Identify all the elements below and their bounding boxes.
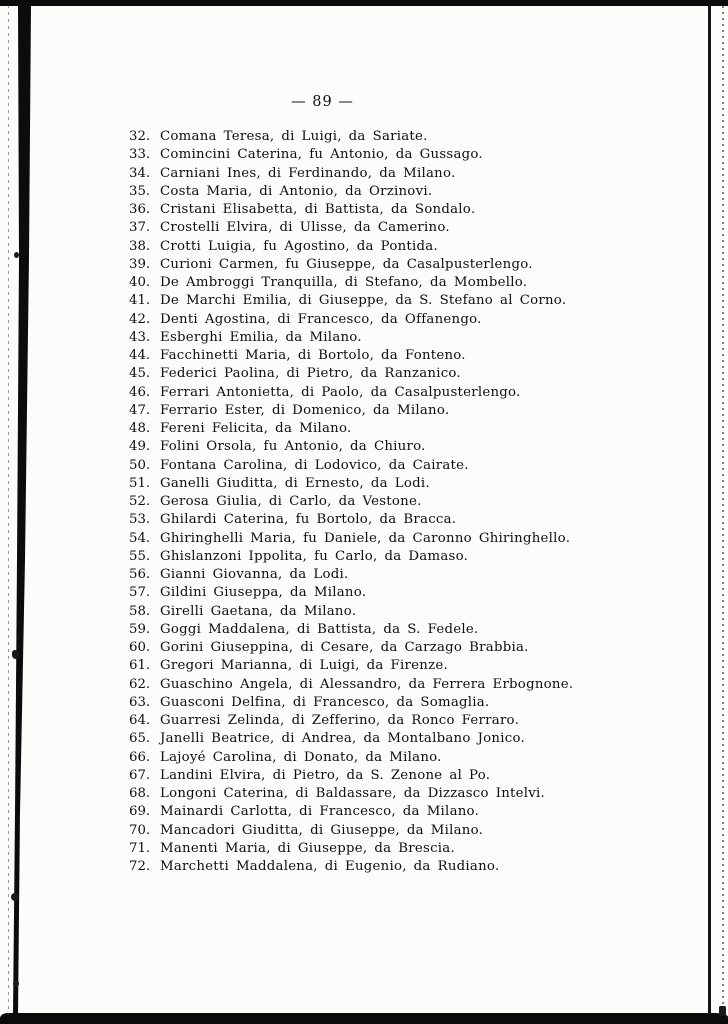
entry-number: 41. <box>129 293 151 309</box>
entry-text: Fontana Carolina, di Lodovico, da Cairate. <box>160 457 469 473</box>
entry-number: 67. <box>129 767 151 783</box>
list-entry <box>129 731 694 749</box>
list-entry <box>129 184 694 202</box>
list-entry <box>129 385 694 403</box>
entry-number: 69. <box>129 804 151 820</box>
entry-text: Carniani Ines, di Ferdinando, da Milano. <box>160 165 456 181</box>
entry-text: Curioni Carmen, fu Giuseppe, da Casalpusterlengo. <box>160 256 533 272</box>
list-entry <box>129 567 694 585</box>
page-number: — 89 — <box>291 94 354 110</box>
entry-text: Ganelli Giuditta, di Ernesto, da Lodi. <box>160 475 430 491</box>
entry-text: Gorini Giuseppina, di Cesare, da Carzago Brabbia. <box>160 640 529 655</box>
list-entry <box>129 220 694 238</box>
entry-number: 48. <box>129 421 151 436</box>
entry-text: Goggi Maddalena, di Battista, da S. Fedele. <box>160 621 479 637</box>
list-entry <box>129 275 694 293</box>
entry-text: Landini Elvira, di Pietro, da S. Zenone al Po. <box>160 767 491 783</box>
entry-number: 66. <box>129 749 151 765</box>
entry-text: Crostelli Elvira, di Ulisse, da Camerino. <box>160 220 450 236</box>
entry-number: 59. <box>129 621 151 637</box>
list-entry <box>129 439 694 457</box>
entry-number: 56. <box>129 567 151 582</box>
scan-speck <box>14 252 19 258</box>
list-entry <box>129 129 694 147</box>
entry-text: Gianni Giovanna, da Lodi. <box>160 567 349 582</box>
list-entry <box>129 257 694 275</box>
entry-number: 35. <box>129 183 151 199</box>
entry-text: Guasconi Delfina, di Francesco, da Somaglia. <box>160 694 490 710</box>
entry-text: Manenti Maria, di Giuseppe, da Brescia. <box>160 840 455 856</box>
entry-number: 33. <box>129 147 151 163</box>
entry-text: Longoni Caterina, di Baldassare, da Dizzasco Intelvi. <box>160 786 546 801</box>
list-entry <box>129 147 694 165</box>
scan-speck <box>12 650 19 659</box>
list-entry <box>129 859 694 877</box>
entry-text: Gerosa Giulia, di Carlo, da Vestone. <box>160 494 422 509</box>
entry-number: 52. <box>129 494 151 509</box>
entry-text: Folini Orsola, fu Antonio, da Chiuro. <box>160 439 426 455</box>
entry-text: Esberghi Emilia, da Milano. <box>160 329 362 345</box>
entry-number: 37. <box>129 220 151 236</box>
entry-number: 39. <box>129 256 151 272</box>
entry-number: 68. <box>129 786 151 801</box>
entry-text: Comincini Caterina, fu Antonio, da Gussago. <box>160 147 483 163</box>
list-entry <box>129 640 694 658</box>
list-entry <box>129 494 694 512</box>
list-entry <box>129 366 694 384</box>
list-entry <box>129 512 694 530</box>
entry-number: 44. <box>129 348 151 363</box>
list-entry <box>129 348 694 366</box>
entry-text: Ghilardi Caterina, fu Bortolo, da Bracca. <box>160 512 457 528</box>
entry-text: Ghiringhelli Maria, fu Daniele, da Caronno Ghiringhello. <box>160 530 571 546</box>
entry-text: Guaschino Angela, di Alessandro, da Ferrera Erbognone. <box>160 676 574 692</box>
entry-text: Guarresi Zelinda, di Zefferino, da Ronco Ferraro. <box>160 713 520 728</box>
entry-text: Girelli Gaetana, da Milano. <box>160 603 357 619</box>
entry-text: Ferrario Ester, di Domenico, da Milano. <box>160 402 450 418</box>
entry-number: 42. <box>129 311 151 327</box>
list-entry <box>129 293 694 311</box>
list-entry <box>129 421 694 439</box>
entry-text: Facchinetti Maria, di Bortolo, da Fonteno. <box>160 348 466 363</box>
entry-text: Lajoyé Carolina, di Donato, da Milano. <box>160 749 442 765</box>
list-entry <box>129 403 694 421</box>
binding-edge <box>0 5 36 1015</box>
entry-text: Federici Paolina, di Pietro, da Ranzanico. <box>160 366 461 382</box>
entry-number: 49. <box>129 439 151 455</box>
binding-shadow-bar <box>0 5 36 1015</box>
entry-number: 43. <box>129 329 151 345</box>
entry-text: Marchetti Maddalena, di Eugenio, da Rudiano. <box>160 859 500 874</box>
list-entry <box>129 202 694 220</box>
entry-text: Ferrari Antonietta, di Paolo, da Casalpusterlengo. <box>160 384 521 400</box>
entry-number: 47. <box>129 402 151 418</box>
entry-number: 51. <box>129 475 151 491</box>
entry-text: Crotti Luigia, fu Agostino, da Pontida. <box>160 238 438 254</box>
entry-number: 70. <box>129 822 151 838</box>
entry-number: 57. <box>129 585 151 601</box>
entry-list <box>129 129 694 877</box>
list-entry <box>129 476 694 494</box>
entry-text: Gildini Giuseppa, da Milano. <box>160 585 367 601</box>
list-entry <box>129 786 694 804</box>
entry-number: 45. <box>129 366 151 382</box>
entry-number: 36. <box>129 202 151 217</box>
entry-text: Gregori Marianna, di Luigi, da Firenze. <box>160 658 448 674</box>
entry-text: Denti Agostina, di Francesco, da Offanengo. <box>160 311 482 327</box>
entry-number: 71. <box>129 840 151 856</box>
entry-number: 38. <box>129 238 151 254</box>
list-entry <box>129 330 694 348</box>
entry-number: 55. <box>129 548 151 564</box>
list-entry <box>129 768 694 786</box>
list-entry <box>129 458 694 476</box>
list-entry <box>129 677 694 695</box>
list-entry <box>129 531 694 549</box>
scan-speck <box>11 893 19 901</box>
entry-number: 46. <box>129 384 151 400</box>
entry-number: 64. <box>129 713 151 728</box>
entry-text: Mainardi Carlotta, di Francesco, da Milano. <box>160 804 480 820</box>
entry-number: 32. <box>129 129 151 144</box>
entry-number: 61. <box>129 658 151 674</box>
list-entry <box>129 841 694 859</box>
list-entry <box>129 166 694 184</box>
entry-text: De Marchi Emilia, di Giuseppe, da S. Stefano al Corno. <box>160 293 567 309</box>
scan-noise-right <box>722 6 724 1014</box>
entry-text: Ghislanzoni Ippolita, fu Carlo, da Damaso. <box>160 548 469 564</box>
list-entry <box>129 750 694 768</box>
entry-number: 50. <box>129 457 151 473</box>
list-entry <box>129 713 694 731</box>
scan-hairline-left <box>8 5 9 1015</box>
list-entry <box>129 695 694 713</box>
entry-text: Janelli Beatrice, di Andrea, da Montalbano Jonico. <box>160 731 525 747</box>
list-entry <box>129 549 694 567</box>
list-entry <box>129 312 694 330</box>
page-edge-line-right <box>708 6 711 1014</box>
entry-text: Comana Teresa, di Luigi, da Sariate. <box>160 129 428 144</box>
scan-speck <box>13 980 19 987</box>
scan-border-top <box>0 0 728 6</box>
entry-number: 58. <box>129 603 151 619</box>
entry-text: Mancadori Giuditta, di Giuseppe, da Milano. <box>160 822 484 838</box>
list-entry <box>129 804 694 822</box>
entry-number: 62. <box>129 676 151 692</box>
list-entry <box>129 585 694 603</box>
scan-border-bottom <box>0 1013 728 1024</box>
entry-number: 60. <box>129 640 151 655</box>
entry-number: 65. <box>129 731 151 747</box>
entry-number: 72. <box>129 859 151 874</box>
list-entry <box>129 658 694 676</box>
entry-number: 40. <box>129 275 151 290</box>
list-entry <box>129 823 694 841</box>
entry-text: Cristani Elisabetta, di Battista, da Sondalo. <box>160 202 476 217</box>
entry-number: 63. <box>129 694 151 710</box>
entry-text: De Ambroggi Tranquilla, di Stefano, da Mombello. <box>160 275 528 290</box>
entry-number: 54. <box>129 530 151 546</box>
list-entry <box>129 622 694 640</box>
entry-number: 53. <box>129 512 151 528</box>
list-entry <box>129 239 694 257</box>
entry-text: Costa Maria, di Antonio, da Orzinovi. <box>160 183 433 199</box>
list-entry <box>129 604 694 622</box>
entry-number: 34. <box>129 165 151 181</box>
entry-text: Fereni Felicita, da Milano. <box>160 421 352 436</box>
scan-speck <box>719 1006 726 1016</box>
